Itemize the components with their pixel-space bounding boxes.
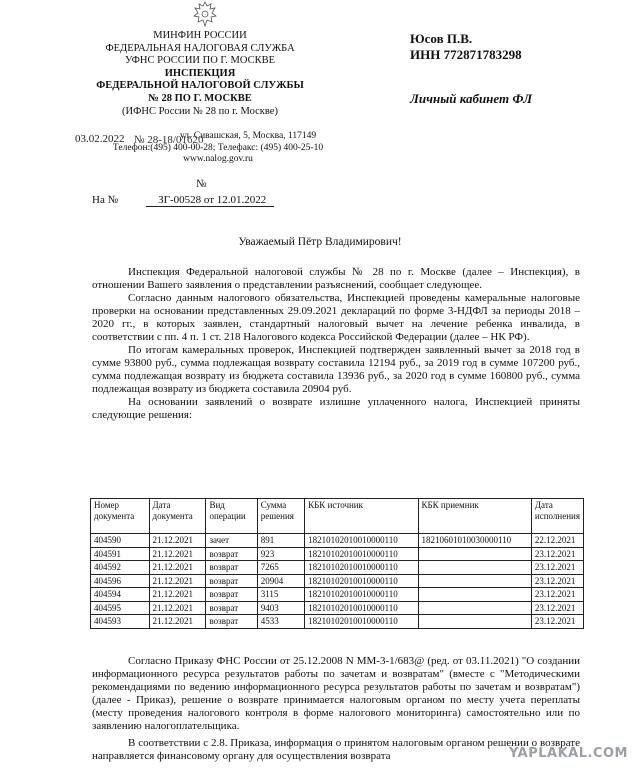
table-row <box>91 601 584 615</box>
table-cell: 404596 <box>91 574 150 588</box>
table-cell: 4533 <box>257 615 304 629</box>
table-cell: возврат <box>206 588 257 602</box>
table-cell: 21.12.2021 <box>149 601 206 615</box>
table-cell: 22.12.2021 <box>531 534 583 548</box>
table-cell: возврат <box>206 561 257 575</box>
table-cell: 18210102010010000110 <box>305 601 418 615</box>
table-cell <box>418 588 531 602</box>
paragraph-3: По итогам камеральных проверок, Инспекцией подтвержден заявленный вычет за 2018 год в сумме 93800 руб., сумма подлежащая возврату составила 12194 руб., за 2019 год в сумме 107200 руб., сумма подлежащая возврату из бюджета составила 13936 руб., за 2020 год в сумме 160800 руб., сумма подлежащая возврату из бюджета составила 20904 руб. <box>92 344 580 395</box>
table-row <box>91 534 584 548</box>
table-cell: 9403 <box>257 601 304 615</box>
table-cell: возврат <box>206 615 257 629</box>
table-cell: возврат <box>206 601 257 615</box>
table-cell: 23.12.2021 <box>531 588 583 602</box>
table-cell <box>418 547 531 561</box>
issuer-short-name: (ИФНС России № 28 по г. Москве) <box>122 105 278 117</box>
table-cell: 20904 <box>257 574 304 588</box>
table-cell: 7265 <box>257 561 304 575</box>
decisions-table <box>90 498 584 629</box>
table-row <box>91 574 584 588</box>
state-emblem-icon <box>190 0 220 28</box>
table-cell: 18210102010010000110 <box>305 561 418 575</box>
issuer-inspection: ИНСПЕКЦИЯ <box>164 67 236 79</box>
paragraph-1: Инспекция Федеральной налоговой службы № 28 по г. Москве (далее – Инспекция), в отношении Вашего заявления о представлении разъяснений, сообщает следующее. <box>92 266 580 291</box>
paragraph-2: Согласно данным налогового обязательства, Инспекцией проведены камеральные налоговые проверки на основании представленных 29.09.2021 деклараций по форме 3-НДФЛ за периоды 2018 – 2020 гг., в которых заявлен, стандартный налоговый вычет на лечение ребенка инвалида, в соответствии с пп. 4 п. 1 ст. 218 Налогового кодекса Российской Федерации (далее – НК РФ). <box>92 292 580 343</box>
table-cell: 21.12.2021 <box>149 588 206 602</box>
table-cell: возврат <box>206 547 257 561</box>
issuer-ministry: МИНФИН РОССИИ <box>153 30 247 41</box>
table-header-row <box>91 499 584 534</box>
table-cell: 23.12.2021 <box>531 547 583 561</box>
recipient-block <box>410 31 610 107</box>
table-cell: 18210102010010000110 <box>305 574 418 588</box>
greeting: Уважаемый Пётр Владимирович! <box>238 236 402 248</box>
col-amount: Сумма решения <box>257 499 304 534</box>
table-cell: 21.12.2021 <box>149 547 206 561</box>
table-cell: 21.12.2021 <box>149 574 206 588</box>
paragraph-6: В соответствии с 2.8. Приказа, информация о принятом налоговым органом решении о возврате направляется финансовому органу для осуществления возврата <box>92 737 580 762</box>
table-cell: 18210102010010000110 <box>305 615 418 629</box>
issuer-header <box>70 30 330 118</box>
col-exec-date: Дата исполнения <box>531 499 583 534</box>
outgoing-date: 03.02.2022 <box>75 133 125 145</box>
table-cell: 923 <box>257 547 304 561</box>
issuer-site: www.nalog.gov.ru <box>183 154 253 164</box>
table-cell: 404591 <box>91 547 150 561</box>
recipient-inn: ИНН 772871783298 <box>410 47 522 62</box>
table-cell: 23.12.2021 <box>531 615 583 629</box>
table-cell: 404593 <box>91 615 150 629</box>
letter-body-bottom <box>92 655 580 763</box>
issuer-inspection-number: № 28 ПО Г. МОСКВЕ <box>148 92 252 104</box>
table-cell <box>418 574 531 588</box>
table-row <box>91 615 584 629</box>
table-row <box>91 588 584 602</box>
table-cell: 21.12.2021 <box>149 534 206 548</box>
table-cell: 18210601010030000110 <box>418 534 531 548</box>
table-cell: 21.12.2021 <box>149 561 206 575</box>
table-row <box>91 547 584 561</box>
outgoing-number: № 28-18/01620 <box>134 134 204 146</box>
issuer-service: ФЕДЕРАЛЬНАЯ НАЛОГОВАЯ СЛУЖБА <box>105 42 295 54</box>
table-cell: 23.12.2021 <box>531 561 583 575</box>
issuer-address: ул. Сивашская, 5, Москва, 117149 <box>179 131 317 141</box>
col-kbk-source: КБК источник <box>305 499 418 534</box>
table-cell: 18210102010010000110 <box>305 588 418 602</box>
table-cell: 404594 <box>91 588 150 602</box>
col-operation: Вид операции <box>206 499 257 534</box>
table-cell: зачет <box>206 534 257 548</box>
table-cell: 18210102010010000110 <box>305 547 418 561</box>
reference-line <box>92 194 274 207</box>
recipient-name: Юсов П.В. <box>410 31 473 46</box>
reference-value: ЗГ-00528 от 12.01.2022 <box>146 194 274 207</box>
table-cell: 23.12.2021 <box>531 601 583 615</box>
table-cell: 404590 <box>91 534 150 548</box>
paragraph-5: Согласно Приказу ФНС России от 25.12.2008 N ММ-3-1/683@ (ред. от 03.11.2021) "О создании информационного ресурса результатов работы по зачетам и возвратам" (вместе с "Методическими рекомендациями по ведению информационного ресурса результатов работы по зачетам и возвратам") (далее - Приказ), решение о возврате принимается налоговым органом по месту учета переплаты (месту проведения налогового контроля в форме налогового мониторинга) самостоятельно или по заявлению налогоплательщика. <box>92 655 580 732</box>
letter-body-top <box>92 266 580 422</box>
table-cell: 404595 <box>91 601 150 615</box>
table-cell: 21.12.2021 <box>149 615 206 629</box>
issuer-phones: Телефон:(495) 400-00-28; Телефакс: (495) 400-25-10 <box>112 142 324 153</box>
issuer-inspection-service: ФЕДЕРАЛЬНОЙ НАЛОГОВОЙ СЛУЖБЫ <box>96 80 304 92</box>
site-watermark: YAPLAKAL.COM <box>509 746 628 761</box>
table-cell: 3115 <box>257 588 304 602</box>
col-doc-number: Номер документа <box>91 499 150 534</box>
table-row <box>91 561 584 575</box>
table-cell <box>418 601 531 615</box>
table-cell: 18210102010010000110 <box>305 534 418 548</box>
table-cell <box>418 615 531 629</box>
issuer-department: УФНС РОССИИ ПО Г. МОСКВЕ <box>124 55 276 67</box>
number-field: № <box>196 178 207 190</box>
table-cell: 404592 <box>91 561 150 575</box>
table-cell: 23.12.2021 <box>531 574 583 588</box>
recipient-cabinet: Личный кабинет ФЛ <box>410 91 533 106</box>
paragraph-4: На основании заявлений о возврате излишне уплаченного налога, Инспекцией приняты следующие решения: <box>92 396 580 421</box>
col-kbk-target: КБК приемник <box>418 499 531 534</box>
col-doc-date: Дата документа <box>149 499 206 534</box>
table-cell <box>418 561 531 575</box>
reference-label: На № <box>92 194 119 206</box>
table-cell: 891 <box>257 534 304 548</box>
table-cell: возврат <box>206 574 257 588</box>
